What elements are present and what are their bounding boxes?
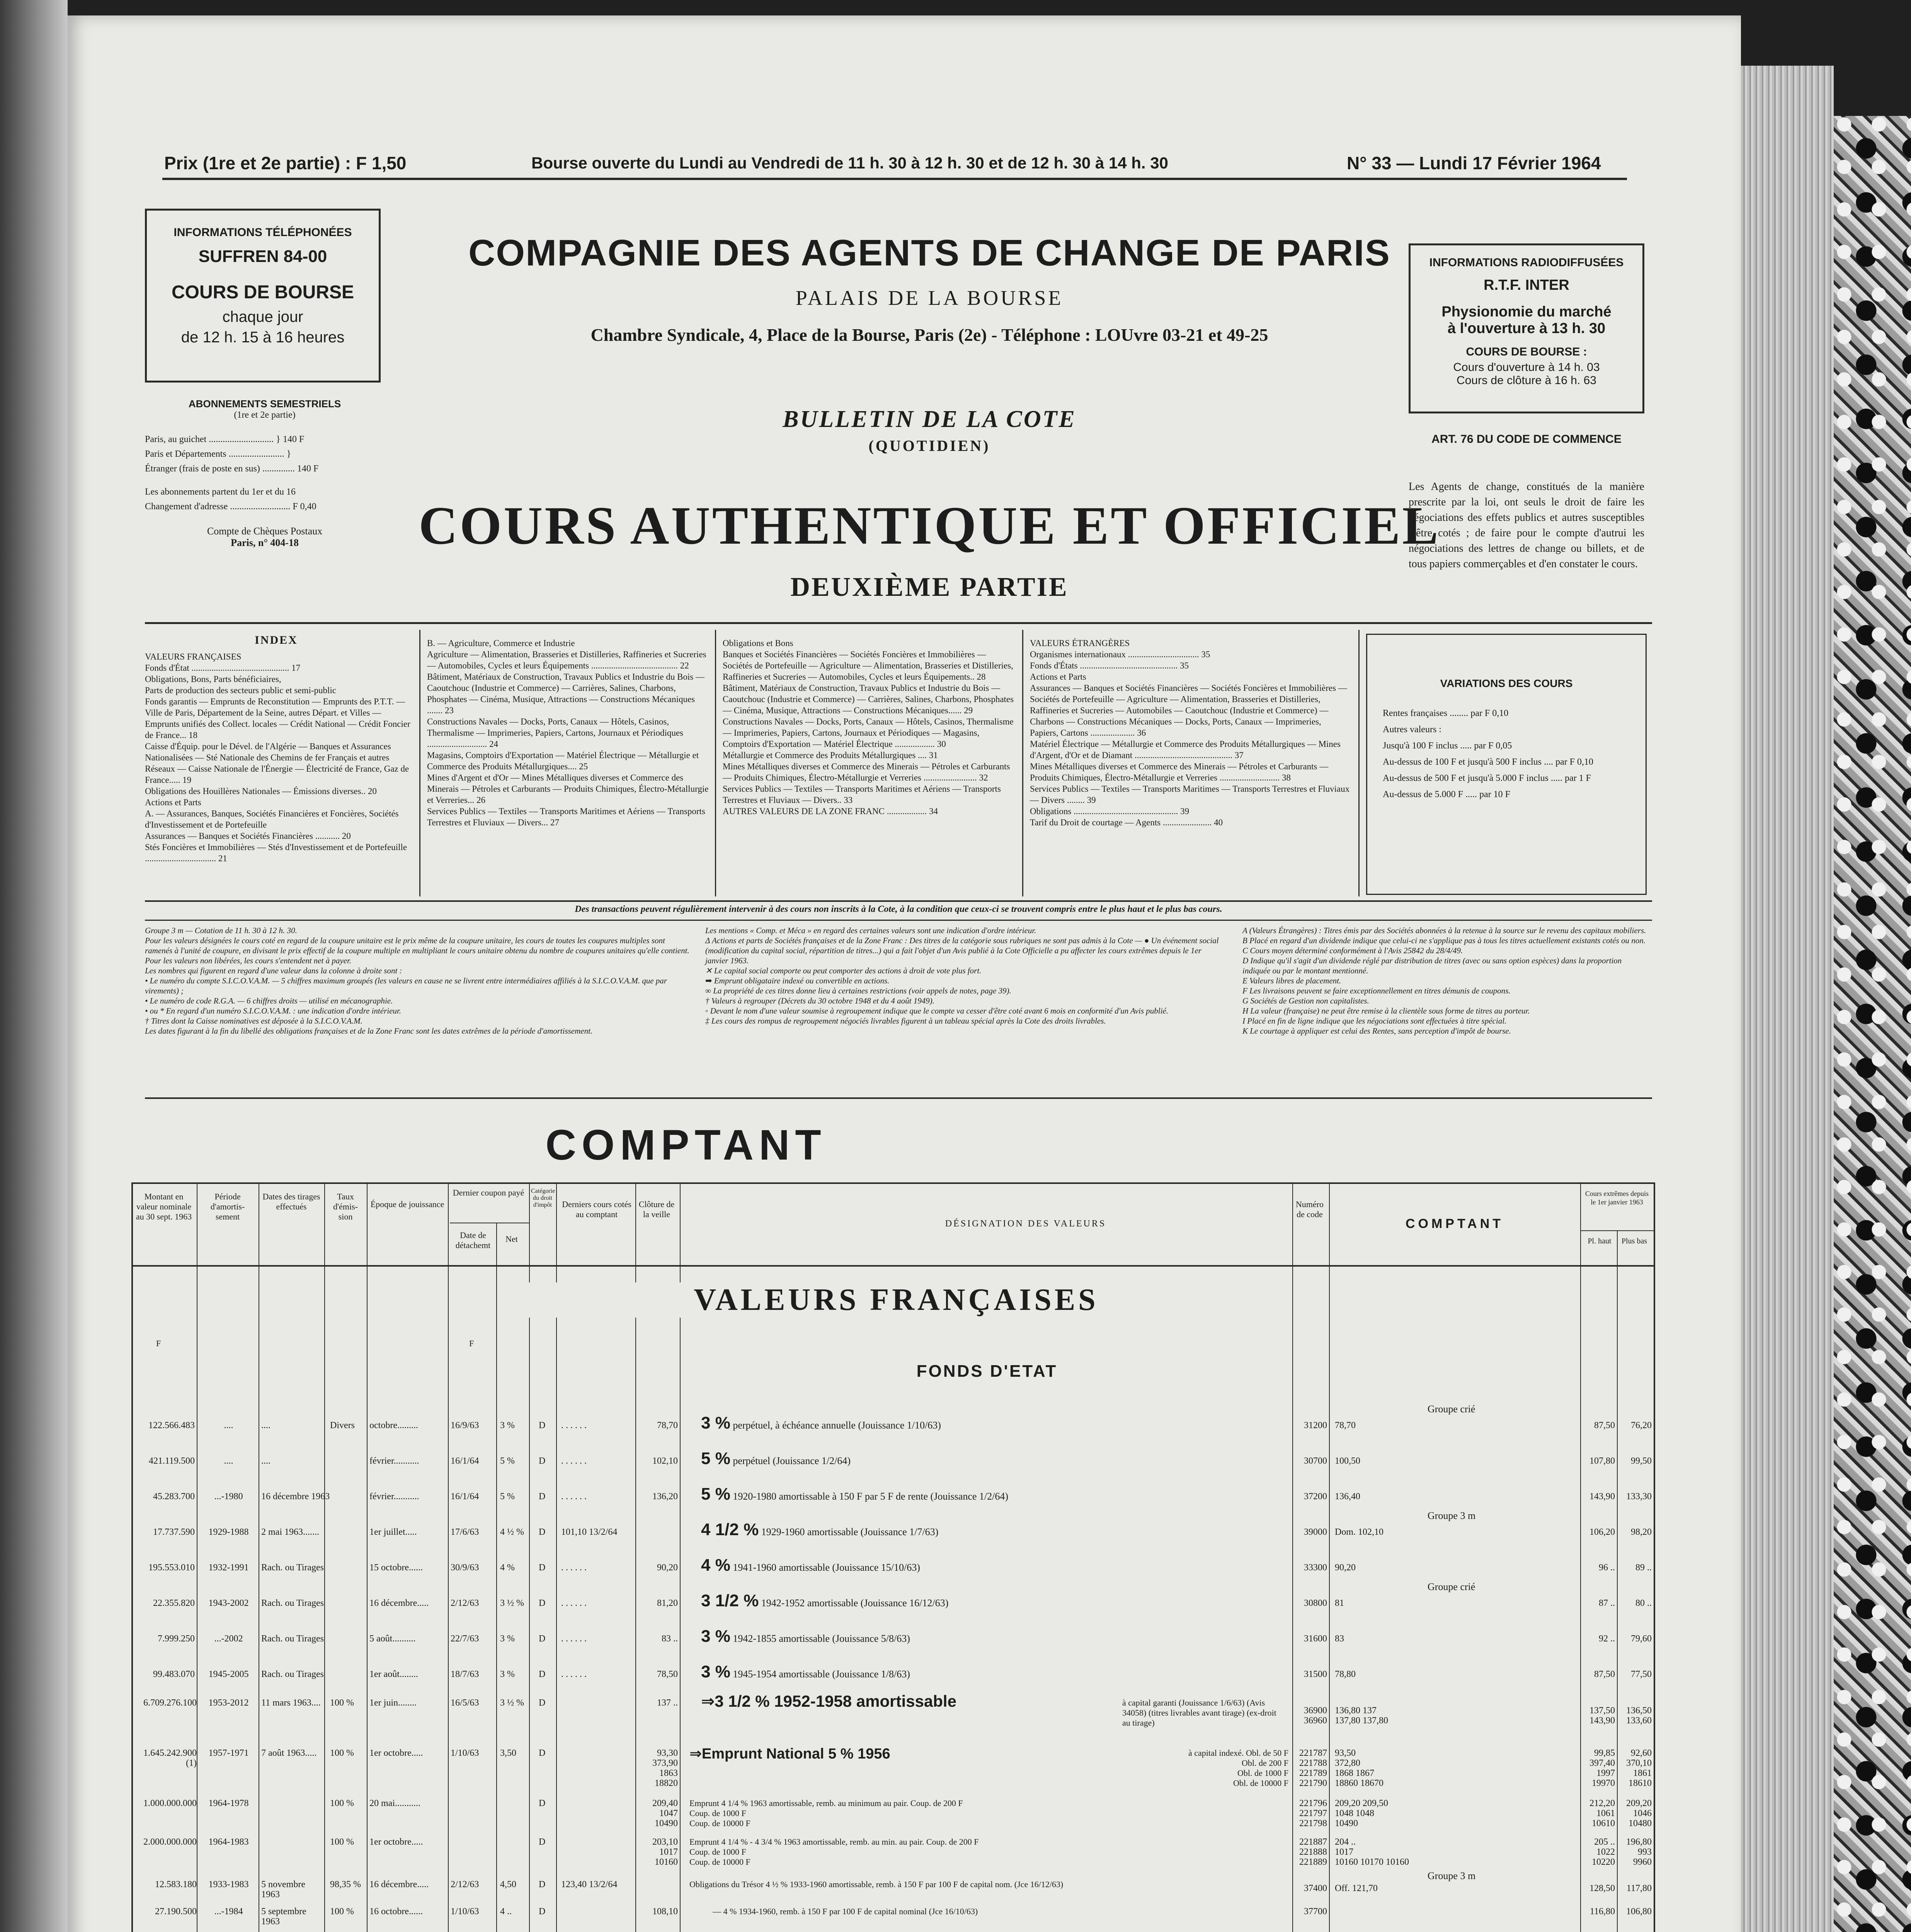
cell-cat: D <box>539 1798 546 1808</box>
cell-montant: 27.190.500 <box>155 1906 197 1917</box>
table-row <box>133 1581 1654 1628</box>
cell-cloture: 203,10 1017 10160 <box>652 1837 678 1867</box>
radio-line3: Cours d'ouverture à 14 h. 03 <box>1453 361 1600 374</box>
cell-periode: 1953-2012 <box>208 1698 249 1708</box>
cell-comptant: 90,20 <box>1335 1563 1356 1573</box>
abonnements-title: ABONNEMENTS SEMESTRIELS <box>188 398 341 410</box>
header-epoque: Époque de jouissance <box>370 1199 444 1209</box>
table-header-rule <box>133 1265 1654 1267</box>
cell-periode: 1964-1978 <box>208 1798 249 1808</box>
cell-code: 221787 221788 221789 221790 <box>1299 1748 1327 1788</box>
palais-line: PALAIS DE LA BOURSE <box>795 286 1064 310</box>
cell-date: 1/10/63 <box>451 1906 479 1917</box>
cell-taux: 100 % <box>330 1698 354 1708</box>
cell-code: 37700 <box>1304 1906 1327 1917</box>
cell-bas: 92,60 370,10 1861 18610 <box>1626 1748 1652 1788</box>
cell-taux: Divers <box>330 1420 355 1430</box>
cell-cat: D <box>539 1563 546 1573</box>
cell-comptant: Off. 121,70 <box>1335 1883 1378 1893</box>
cell-haut: 137,50 143,90 <box>1589 1706 1615 1726</box>
header-dates: Dates des tirages effectués <box>262 1192 320 1211</box>
cell-cat: D <box>539 1598 546 1608</box>
unit-f-net: F <box>469 1338 474 1348</box>
cell-epoque: février........... <box>369 1456 419 1466</box>
cell-code: 31200 <box>1304 1420 1327 1430</box>
tel-box-title: INFORMATIONS TÉLÉPHONÉES <box>174 226 352 239</box>
cell-montant: 6.709.276.100 <box>143 1698 197 1708</box>
cell-net: 5 % <box>500 1492 515 1502</box>
cell-epoque: 5 août.......... <box>369 1634 416 1644</box>
cell-montant: 421.119.500 <box>148 1456 195 1466</box>
radio-box-label: COURS DE BOURSE : <box>1466 345 1587 358</box>
cell-cat: D <box>539 1837 546 1847</box>
abonnement-line: Les abonnements partent du 1er et du 16 <box>145 487 296 497</box>
cell-comptant: 209,20 209,50 1048 1048 10490 <box>1335 1798 1388 1828</box>
cell-haut: 143,90 <box>1589 1492 1615 1502</box>
cell-epoque: 16 décembre..... <box>369 1879 429 1889</box>
cell-bas: 89 .. <box>1635 1563 1652 1573</box>
cell-net: 3 ½ % <box>500 1598 524 1608</box>
cell-net: 4 % <box>500 1563 515 1573</box>
index-top-rule <box>145 622 1652 624</box>
cell-epoque: 1er juillet..... <box>369 1527 417 1537</box>
cell-periode: 1964-1983 <box>208 1837 249 1847</box>
notes-bottom-rule <box>145 1097 1652 1099</box>
cell-cloture: 81,20 <box>657 1598 678 1608</box>
header-montant: Montant en valeur nominale au 30 sept. 1963 <box>136 1192 192 1221</box>
comptant-title: COMPTANT <box>545 1121 827 1169</box>
abonnements-block <box>145 398 385 549</box>
cell-haut: 87,50 <box>1594 1420 1615 1430</box>
cell-cat: D <box>539 1420 546 1430</box>
cell-periode: 1929-1988 <box>208 1527 249 1537</box>
cell-epoque: 1er juin........ <box>369 1698 417 1708</box>
cell-periode: .... <box>224 1420 233 1430</box>
cell-designation: 3 % 1942-1855 amortissable (Jouissance 5/8/63) <box>701 1627 910 1646</box>
cell-cloture: 209,40 1047 10490 <box>652 1798 678 1828</box>
cell-derniers: 101,10 13/2/64 <box>561 1527 618 1537</box>
cell-dates: 2 mai 1963....... <box>261 1527 319 1537</box>
cell-montant: 2.000.000.000 <box>143 1837 197 1847</box>
group-label: Groupe 3 m <box>1428 1510 1476 1521</box>
cell-code: 36900 36960 <box>1304 1706 1327 1726</box>
cell-haut: 205 .. 1022 10220 <box>1592 1837 1615 1867</box>
header-pl-haut: Pl. haut <box>1588 1237 1612 1245</box>
telephone-info-box <box>145 209 381 383</box>
cell-comptant: 204 .. 1017 10160 10170 10160 <box>1335 1837 1409 1867</box>
cell-epoque: 1er octobre..... <box>369 1837 423 1847</box>
cell-haut: 107,80 <box>1589 1456 1615 1466</box>
cell-cloture: 108,10 <box>652 1906 678 1917</box>
cell-cat: D <box>539 1906 546 1917</box>
cell-dates: .... <box>261 1420 271 1430</box>
table-row <box>133 1449 1654 1486</box>
cell-montant: 99.483.070 <box>153 1669 195 1679</box>
radio-line2: à l'ouverture à 13 h. 30 <box>1447 320 1606 337</box>
designation-r1-detail: à capital garanti (Jouissance 1/6/63) (Avis 34058) (titres livrables avant tirage) (ex-droit au tirage) <box>1122 1698 1276 1728</box>
cell-cloture: 137 .. <box>657 1698 678 1708</box>
cell-date: 17/6/63 <box>451 1527 479 1537</box>
abonnement-line: Étranger (frais de poste en sus) .............. 140 F <box>145 464 319 474</box>
cours-title: COURS AUTHENTIQUE ET OFFICIEL <box>419 496 1440 556</box>
table-row <box>133 1403 1654 1451</box>
cell-bas: 196,80 993 9960 <box>1626 1837 1652 1867</box>
cell-derniers: . . . . . . <box>561 1420 587 1430</box>
cell-dates: .... <box>261 1456 271 1466</box>
radio-info-box <box>1409 243 1644 413</box>
cell-code: 39000 <box>1304 1527 1327 1537</box>
notes-top-rule <box>145 920 1652 921</box>
cell-bas: 98,20 <box>1631 1527 1652 1537</box>
cell-date: 22/7/63 <box>451 1634 479 1644</box>
cell-net: 3 % <box>500 1634 515 1644</box>
cell-cat: D <box>539 1698 546 1708</box>
header-derniers-cours: Derniers cours cotés au comptant <box>562 1199 631 1219</box>
cell-date: 16/5/63 <box>451 1698 479 1708</box>
cell-epoque: 1er août........ <box>369 1669 418 1679</box>
cell-comptant: 93,50 372,80 1868 1867 18860 18670 <box>1335 1748 1383 1788</box>
variations-text: Rentes françaises ........ par F 0,10 Autres valeurs : Jusqu'à 100 F inclus ..... par F 0,05 Au-dessus de 100 F et jusqu'à 500 F inclus .... par F 0,10 Au-dessus de 500 F et jusqu'à 5.000 F inclus ..... par 1 F Au-dessus de 5.000 F ..... par 10 F <box>1383 708 1593 799</box>
cell-cloture: 83 .. <box>662 1634 678 1644</box>
hours-line: Bourse ouverte du Lundi au Vendredi de 11 h. 30 à 12 h. 30 et de 12 h. 30 à 14 h. 30 <box>531 154 1168 172</box>
cell-derniers: . . . . . . <box>561 1669 587 1679</box>
abonnement-line: Paris, au guichet ............................ } 140 F <box>145 434 305 444</box>
cell-periode: 1933-1983 <box>208 1879 249 1889</box>
cell-dates: 7 août 1963..... <box>261 1748 317 1758</box>
cell-cat: D <box>539 1879 546 1889</box>
cell-date: 16/1/64 <box>451 1492 479 1502</box>
cell-bas: 79,60 <box>1631 1634 1652 1644</box>
col-divider <box>1580 1184 1581 1932</box>
cheques-number: Paris, n° 404-18 <box>231 537 299 548</box>
designation-r1: ⇒3 1/2 % 1952-1958 amortissable <box>701 1692 956 1710</box>
issue-line: N° 33 — Lundi 17 Février 1964 <box>1347 153 1601 173</box>
radio-box-title: INFORMATIONS RADIODIFFUSÉES <box>1429 256 1624 269</box>
header-plus-bas: Plus bas <box>1621 1237 1647 1245</box>
cell-net: 3,50 <box>500 1748 516 1758</box>
cell-net: 4 .. <box>500 1906 512 1917</box>
cell-cloture: 78,70 <box>657 1420 678 1430</box>
designation-r2: ⇒Emprunt National 5 % 1956 <box>689 1746 890 1762</box>
document-page <box>68 15 1741 1932</box>
index-divider <box>1358 630 1360 896</box>
cell-date: 16/9/63 <box>451 1420 479 1430</box>
cell-net: 4,50 <box>500 1879 516 1889</box>
cell-epoque: octobre......... <box>369 1420 418 1430</box>
table-row <box>133 1485 1654 1522</box>
cell-haut: 99,85 397,40 1997 19970 <box>1589 1748 1615 1788</box>
group-label: Groupe crié <box>1428 1403 1475 1415</box>
col-divider <box>367 1184 368 1932</box>
top-rule <box>162 178 1627 180</box>
cell-designation: 5 % 1920-1980 amortissable à 150 F par 5 F de rente (Jouissance 1/2/64) <box>701 1485 1009 1503</box>
col-divider <box>1329 1184 1330 1932</box>
notes-col-1: Groupe 3 m — Cotation de 11 h. 30 à 12 h. 30. Pour les valeurs désignées le cours coté en regard de la coupure unitaire est le prix même de la coupure unitaire, les cours de toutes les coupures multiples sont ramenés à l'unité de coupure, en divisant le prix effectif de la coupure multiple en multipliant le cours unitaire obtenu du nombre de coupures unitaires qu'elle contient. Pour les valeurs non libérées, les cours s'entendent net à payer. Les nombres qui figurent en regard d'une valeur dans la colonne à droite sont : • Le numéro du compte S.I.C.O.V.A.M. — 5 chiffres maximum groupés (les valeurs en cause ne se livrent entre intermédiaires affiliés à la S.I.C.O.V.A.M. que par virements) ; • Le numéro de code R.G.A. — 6 chiffres droits — utilisé en mécanographie. • ou * En regard d'un numéro S.I.C.O.V.A.M. : une indication d'ordre intérieur. † Titres dont la Caisse nominatives est déposée à la S.I.C.O.V.A.M. Les dates figurant à la fin du libellé des obligations françaises et de la Zone Franc sont les dates extrêmes de la période d'amortissement. <box>145 926 689 1036</box>
group-label: Groupe 3 m <box>1428 1870 1476 1881</box>
cell-date: 2/12/63 <box>451 1879 479 1889</box>
header-cloture: Clôture de la veille <box>638 1199 675 1219</box>
table-row <box>133 1627 1654 1664</box>
index-col-4: VALEURS ÉTRANGÈRES Organismes internationaux ................................ 35 Fonds d'États ............................................ 35 Actions et Parts Assurances — Banques et Sociétés Financières — Sociétés Foncières et Immobilières — Sociétés de Portefeuille — Agriculture — Alimentation, Brasseries et Distilleries, Raffineries et Sucreries — Automobiles — Caoutchouc (Industrie et Commerce) — Charbons — Constructions Mécaniques — Docks, Ports, Canaux — Imprimeries, Papiers, Cartons .................... 36 Matériel Électrique — Métallurgie et Commerce des Produits Métallurgiques — Mines d'Argent, d'Or et de Diamant ............................................ 37 Mines Métalliques diverses et Commerce des Minerais — Pétroles et Carburants — Produits Chimiques, Électro-Métallurgie et Verreries ........................... 38 Services Publics — Textiles — Transports Maritimes — Transports Terrestres et Fluviaux — Divers ........ 39 Obligations ............................................... 39 Tarif du Droit de courtage — Agents ...................... 40 <box>1030 638 1350 827</box>
cell-net: 3 % <box>500 1420 515 1430</box>
cheques-label: Compte de Chèques Postaux <box>207 526 323 537</box>
cell-periode: 1943-2002 <box>208 1598 249 1608</box>
tel-number: SUFFREN 84-00 <box>198 247 327 266</box>
group-label: Groupe crié <box>1428 1581 1475 1592</box>
cell-montant: 7.999.250 <box>158 1634 195 1644</box>
table-row <box>133 1510 1654 1557</box>
cell-code: 33300 <box>1304 1563 1327 1573</box>
header-date-detach: Date de détachemt <box>455 1230 491 1250</box>
header-taux: Taux d'émis-sion <box>333 1192 358 1221</box>
cell-cat: D <box>539 1634 546 1644</box>
cell-comptant: 136,80 137 137,80 137,80 <box>1335 1706 1388 1726</box>
header-periode: Période d'amortis-sement <box>210 1192 245 1221</box>
cell-date: 2/12/63 <box>451 1598 479 1608</box>
cell-comptant: 136,40 <box>1335 1492 1360 1502</box>
cell-cloture: 136,20 <box>652 1492 678 1502</box>
cell-taux: 100 % <box>330 1837 354 1847</box>
cell-comptant: 78,70 <box>1335 1420 1356 1430</box>
cell-comptant: 100,50 <box>1335 1456 1360 1466</box>
cell-dates: 16 décembre 1963 <box>261 1492 330 1502</box>
index-title: INDEX <box>255 634 298 646</box>
bulletin-title: BULLETIN DE LA COTE <box>783 406 1076 432</box>
cell-haut: 96 .. <box>1599 1563 1615 1573</box>
cell-montant: 17.737.590 <box>153 1527 195 1537</box>
cell-bas: 117,80 <box>1626 1883 1652 1893</box>
cell-haut: 212,20 1061 10610 <box>1589 1798 1615 1828</box>
chambre-line: Chambre Syndicale, 4, Place de la Bourse, Paris (2e) - Téléphone : LOUvre 03-21 et 49-25 <box>590 325 1268 345</box>
cell-periode: 1932-1991 <box>208 1563 249 1573</box>
cell-code: 31500 <box>1304 1669 1327 1679</box>
cell-cloture: 90,20 <box>657 1563 678 1573</box>
cell-designation: 3 % perpétuel, à échéance annuelle (Jouissance 1/10/63) <box>701 1413 941 1432</box>
cell-montant: 122.566.483 <box>148 1420 195 1430</box>
cell-periode: 1945-2005 <box>208 1669 249 1679</box>
index-divider <box>419 630 420 896</box>
cell-taux: 98,35 % <box>330 1879 361 1889</box>
cell-date: 16/1/64 <box>451 1456 479 1466</box>
marbled-edge <box>1834 116 1911 1932</box>
cell-code: 30700 <box>1304 1456 1327 1466</box>
cell-cat: D <box>539 1492 546 1502</box>
cell-epoque: février........... <box>369 1492 419 1502</box>
index-col-2: B. — Agriculture, Commerce et Industrie Agriculture — Alimentation, Brasseries et Distilleries, Raffineries et Sucreries — Automobiles, Cycles et leurs Équipements ....................................... 22 Bâtiment, Matériaux de Construction, Travaux Publics et Industrie du Bois — Caoutchouc (Industrie et Commerce) — Carrières, Salines, Charbons, Phosphates — Cinéma, Musique, Attractions — Constructions Mécaniques ....... 23 Constructions Navales — Docks, Ports, Canaux — Hôtels, Casinos, Thermalisme — Imprimeries, Papiers, Cartons, Journaux et Périodiques ........................... 24 Magasins, Comptoirs d'Exportation — Matériel Électrique — Métallurgie et Commerce des Produits Métallurgiques.... 25 Mines d'Argent et d'Or — Mines Métalliques diverses et Commerce des Minerais — Pétroles et Carburants — Produits Chimiques, Électro-Métallurgie et Verreries... 26 Services Publics — Textiles — Transports Maritimes et Aériens — Transports Terrestres et Fluviaux — Divers... 27 <box>427 638 709 827</box>
variations-title: VARIATIONS DES COURS <box>1440 677 1573 689</box>
header-numero: Numéro de code <box>1295 1199 1324 1219</box>
cell-dates: 11 mars 1963.... <box>261 1698 321 1708</box>
cell-derniers: . . . . . . <box>561 1598 587 1608</box>
cell-comptant: 83 <box>1335 1634 1344 1644</box>
cell-designation: 3 % 1945-1954 amortissable (Jouissance 1/8/63) <box>701 1662 910 1681</box>
cell-comptant: 81 <box>1335 1598 1344 1608</box>
cell-designation: 3 1/2 % 1942-1952 amortissable (Jouissance 16/12/63) <box>701 1591 949 1610</box>
cell-bas: 76,20 <box>1631 1420 1652 1430</box>
designation-r4: Emprunt 4 1/4 % - 4 3/4 % 1963 amortissable, remb. au min. au pair. Coup. de 200 F Coup. de 1000 F Coup. de 10000 F <box>689 1837 979 1867</box>
cell-periode: 1957-1971 <box>208 1748 249 1758</box>
transactions-note: Des transactions peuvent régulièrement intervenir à des cours non inscrits à la Cote, à la condition que ceux-ci se trouvent compris entre le plus haut et le plus bas cours. <box>575 904 1222 914</box>
cell-designation: 4 1/2 % 1929-1960 amortissable (Jouissance 1/7/63) <box>701 1520 939 1539</box>
cell-periode: .... <box>224 1456 233 1466</box>
header-extremes: Cours extrêmes depuis le 1er janvier 1963 <box>1585 1190 1649 1206</box>
tel-box-line1: chaque jour <box>222 308 303 325</box>
notes-col-2: Les mentions « Comp. et Méca » en regard des certaines valeurs sont une indication d'ordre intérieur. Δ Actions et parts de Sociétés françaises et de la Zone Franc : Des titres de la catégorie sous rubriques ne sont pas admis à la Cote — ● Un événement social (modification du capital social, répartition de titres...) qui a fait l'objet d'un Avis publié à la Cote Officielle a pu affecter les cours extrêmes depuis le 1er janvier 1963. ✕ Le capital social comporte ou peut comporter des actions à droit de vote plus fort. ➡ Emprunt obligataire indexé ou convertible en actions. ∞ La propriété de ces titres donne lieu à certaines restrictions (voir appels de notes, page 39). † Valeurs à regrouper (Décrets du 30 octobre 1948 et du 4 août 1949). ◦ Devant le nom d'une valeur soumise à regroupement indique que le compte va cesser d'être coté avant 6 mois en conformité d'un Avis publié. ‡ Les cours des rompus de regroupement négociés livrables figurent à un tableau spécial après la Cote des droits livrables. <box>705 926 1219 1026</box>
cell-bas: 106,80 <box>1626 1906 1652 1917</box>
cell-dates: 5 septembre 1963 <box>261 1906 306 1927</box>
col-divider <box>1292 1184 1293 1932</box>
cell-bas: 77,50 <box>1631 1669 1652 1679</box>
tel-box-label: COURS DE BOURSE <box>171 282 354 303</box>
unit-f-montant: F <box>156 1338 161 1348</box>
index-divider <box>1022 630 1023 896</box>
cell-dates: Rach. ou Tirages <box>261 1563 324 1573</box>
cell-periode: ...-1980 <box>214 1492 243 1502</box>
cell-net: 3 % <box>500 1669 515 1679</box>
cell-periode: ...-2002 <box>214 1634 243 1644</box>
radio-station: R.T.F. INTER <box>1484 277 1569 293</box>
cell-date: 1/10/63 <box>451 1748 479 1758</box>
cell-date: 18/7/63 <box>451 1669 479 1679</box>
cell-bas: 99,50 <box>1631 1456 1652 1466</box>
cell-haut: 128,50 <box>1589 1883 1615 1893</box>
cell-montant: 1.000.000.000 <box>143 1798 197 1808</box>
col-divider <box>324 1184 325 1932</box>
comptant-table <box>131 1182 1655 1932</box>
col-divider <box>448 1184 449 1932</box>
index-col-3: Obligations et Bons Banques et Sociétés Financières — Sociétés Foncières et Immobilières — Sociétés de Portefeuille — Agriculture — Alimentation, Brasseries et Distilleries, Raffineries et Sucreries — Automobiles, Cycles et leurs Équipements.. 28 Bâtiment, Matériaux de Construction, Travaux Publics et Industrie du Bois — Caoutchouc (Industrie et Commerce) — Carrières, Salines, Charbons, Phosphates — Cinéma, Musique, Attractions — Constructions Mécaniques...... 29 Constructions Navales — Docks, Ports, Canaux — Hôtels, Casinos, Thermalisme — Imprimeries, Papiers, Cartons, Journaux et Périodiques — Magasins, Comptoirs d'Exportation — Matériel Électrique .................. 30 Métallurgie et Commerce des Produits Métallurgiques .... 31 Mines Métalliques diverses et Commerce des Minerais — Pétroles et Carburants — Produits Chimiques, Électro-Métallurgie et Verreries ........................ 32 Services Publics — Textiles — Transports Maritimes et Aériens — Transports Terrestres et Fluviaux — Divers.. 33 AUTRES VALEURS DE LA ZONE FRANC .................. 34 <box>723 638 1014 816</box>
fonds-etat-title: FONDS D'ETAT <box>916 1362 1058 1381</box>
header-categorie: Catégorie du droit d'impôt <box>531 1188 555 1208</box>
extremes-rule <box>1580 1230 1654 1231</box>
cell-dates: Rach. ou Tirages <box>261 1634 324 1644</box>
designation-r2-detail: à capital indexé. Obl. de 50 F Obl. de 200 F Obl. de 1000 F Obl. de 10000 F <box>1188 1748 1288 1788</box>
cell-bas: 136,50 133,60 <box>1626 1706 1652 1726</box>
cell-derniers: 123,40 13/2/64 <box>561 1879 618 1889</box>
price-line: Prix (1re et 2e partie) : F 1,50 <box>164 153 407 173</box>
tel-box-line2: de 12 h. 15 à 16 heures <box>181 329 345 346</box>
cell-dates: Rach. ou Tirages <box>261 1598 324 1608</box>
cell-haut: 92 .. <box>1599 1634 1615 1644</box>
quotidien-label: (QUOTIDIEN) <box>868 437 990 454</box>
cell-code: 37200 <box>1304 1492 1327 1502</box>
cell-epoque: 16 octobre...... <box>369 1906 423 1917</box>
cell-derniers: . . . . . . <box>561 1456 587 1466</box>
cell-periode: ...-1984 <box>214 1906 243 1917</box>
cell-net: 4 ½ % <box>500 1527 524 1537</box>
cell-montant: 22.355.820 <box>153 1598 195 1608</box>
cell-code: 30800 <box>1304 1598 1327 1608</box>
cell-dates: Rach. ou Tirages <box>261 1669 324 1679</box>
cell-net: 3 ½ % <box>500 1698 524 1708</box>
cell-cloture: 102,10 <box>652 1456 678 1466</box>
cell-haut: 87,50 <box>1594 1669 1615 1679</box>
cell-epoque: 16 décembre..... <box>369 1598 429 1608</box>
notes-col-3: A (Valeurs Étrangères) : Titres émis par des Sociétés abonnées à la retenue à la source sur le revenu des capitaux mobiliers. B Placé en regard d'un dividende indique que celui-ci ne s'applique pas à tous les titres actuellement existants cotés ou non. C Cours moyen déterminé conformément à l'Avis 25842 du 28/4/49. D Indique qu'il s'agit d'un dividende réglé par distribution de titres (avec ou sans option espèces) dans la proportion indiquée ou par le montant mentionné. E Valeurs libres de placement. F Les livraisons peuvent se faire exceptionnellement en titres démunis de coupons. G Sociétés de Gestion non capitalistes. H La valeur (française) ne peut être remise à la clientèle sous forme de titres au porteur. I Placé en fin de ligne indique que les négociations sont effectuées à titre spécial. K Le courtage à appliquer est celui des Rentes, sans perception d'impôt de bourse. <box>1242 926 1646 1036</box>
cell-montant: 45.283.700 <box>153 1492 195 1502</box>
cell-epoque: 15 octobre...... <box>369 1563 423 1573</box>
book-left-edge <box>0 0 68 1932</box>
cell-cat: D <box>539 1748 546 1758</box>
cell-bas: 80 .. <box>1635 1598 1652 1608</box>
radio-line1: Physionomie du marché <box>1441 304 1612 320</box>
cell-taux: 100 % <box>330 1906 354 1917</box>
index-col-1: VALEURS FRANÇAISES Fonds d'État ............................................ 17 Obligations, Bons, Parts bénéficiaires, Parts de production des secteurs public et semi-public Fonds garantis — Emprunts de Reconstitution — Emprunts des P.T.T. — Ville de Paris, Département de la Seine, autres Départ. et Villes — Emprunts unifiés des Collect. locales — Crédit National — Crédit Foncier de France... 18 Caisse d'Équip. pour le Dével. de l'Algérie — Banques et Assurances Nationalisées — Sté Nationale des Chemins de fer Français et autres Réseaux — Caisse Nationale de l'Énergie — Électricité de France, Gaz de France..... 19 Obligations des Houillères Nationales — Émissions diverses.. 20 Actions et Parts A. — Assurances, Banques, Sociétés Financières et Foncières, Sociétés d'Investissement et de Portefeuille Assurances — Banques et Sociétés Financières ........... 20 Stés Foncières et Immobilières — Stés d'Investissement et de Portefeuille ................................ 21 <box>145 652 410 863</box>
header-dernier: Dernier coupon payé <box>453 1188 524 1197</box>
designation-r6: — 4 % 1934-1960, remb. à 150 F par 100 F de capital nominal (Jce 16/10/63) <box>713 1906 978 1916</box>
cell-designation: 4 % 1941-1960 amortissable (Jouissance 15/10/63) <box>701 1556 920 1575</box>
header-designation: DÉSIGNATION DES VALEURS <box>945 1219 1106 1229</box>
cell-haut: 116,80 <box>1589 1906 1615 1917</box>
cell-cat: D <box>539 1669 546 1679</box>
cell-haut: 87 .. <box>1599 1598 1615 1608</box>
cell-cloture: 78,50 <box>657 1669 678 1679</box>
header-net: Net <box>505 1234 518 1244</box>
cell-montant: 195.553.010 <box>148 1563 195 1573</box>
cell-bas: 209,20 1046 10480 <box>1626 1798 1652 1828</box>
abonnements-sub: (1re et 2e partie) <box>234 410 296 420</box>
cell-taux: 100 % <box>330 1798 354 1808</box>
cell-code: 221796 221797 221798 <box>1299 1798 1327 1828</box>
cell-cloture: 93,30 373,90 1863 18820 <box>652 1748 678 1788</box>
cell-cat: D <box>539 1456 546 1466</box>
abonnement-line: Paris et Départements ........................ } <box>145 449 291 459</box>
cell-derniers: . . . . . . <box>561 1563 587 1573</box>
art76-title: ART. 76 DU CODE DE COMMENCE <box>1431 433 1622 446</box>
cell-comptant: Dom. 102,10 <box>1335 1527 1383 1537</box>
cell-dates: 5 novembre 1963 <box>261 1879 305 1900</box>
variations-box <box>1366 634 1647 895</box>
valeurs-francaises-title: VALEURS FRANÇAISES <box>519 1282 1273 1318</box>
cell-epoque: 1er octobre..... <box>369 1748 423 1758</box>
cell-code: 31600 <box>1304 1634 1327 1644</box>
cell-montant: 12.583.180 <box>155 1879 197 1889</box>
cell-epoque: 20 mai........... <box>369 1798 420 1808</box>
table-row <box>133 1556 1654 1593</box>
cell-designation: 5 % perpétuel (Jouissance 1/2/64) <box>701 1449 851 1468</box>
radio-line4: Cours de clôture à 16 h. 63 <box>1457 374 1596 387</box>
index-bottom-rule <box>145 900 1652 902</box>
cell-code: 37400 <box>1304 1883 1327 1893</box>
cell-derniers: . . . . . . <box>561 1492 587 1502</box>
cell-date: 30/9/63 <box>451 1563 479 1573</box>
abonnement-line: Changement d'adresse .......................... F 0,40 <box>145 502 317 512</box>
cell-montant: 1.645.242.900 (1) <box>143 1748 197 1768</box>
cell-derniers: . . . . . . <box>561 1634 587 1644</box>
art76-text: Les Agents de change, constitués de la manière prescrite par la loi, ont seuls le droit de faire les négociations des effets publics et autres susceptibles d'être cotés ; de faire pour le compte d'autrui les négociations des lettres de change ou billets, et de tous papiers commerçables et d'en constater le cours. <box>1409 481 1644 570</box>
cell-cat: D <box>539 1527 546 1537</box>
cell-haut: 106,20 <box>1589 1527 1615 1537</box>
company-name: COMPAGNIE DES AGENTS DE CHANGE DE PARIS <box>468 232 1390 274</box>
designation-r3: Emprunt 4 1/4 % 1963 amortissable, remb. au minimum au pair. Coup. de 200 F Coup. de 1000 F Coup. de 10000 F <box>689 1798 963 1828</box>
cell-net: 5 % <box>500 1456 515 1466</box>
cell-comptant: 78,80 <box>1335 1669 1356 1679</box>
cell-taux: 100 % <box>330 1748 354 1758</box>
index-divider <box>715 630 716 896</box>
designation-r5: Obligations du Trésor 4 ½ % 1933-1960 amortissable, remb. à 150 F par 100 F de capital nom. (Jce 16/12/63) <box>689 1879 1064 1889</box>
page-edges <box>1741 66 1834 1932</box>
cell-bas: 133,30 <box>1626 1492 1652 1502</box>
partie-title: DEUXIÈME PARTIE <box>790 572 1069 602</box>
header-comptant: COMPTANT <box>1405 1216 1504 1231</box>
cell-code: 221887 221888 221889 <box>1299 1837 1327 1867</box>
